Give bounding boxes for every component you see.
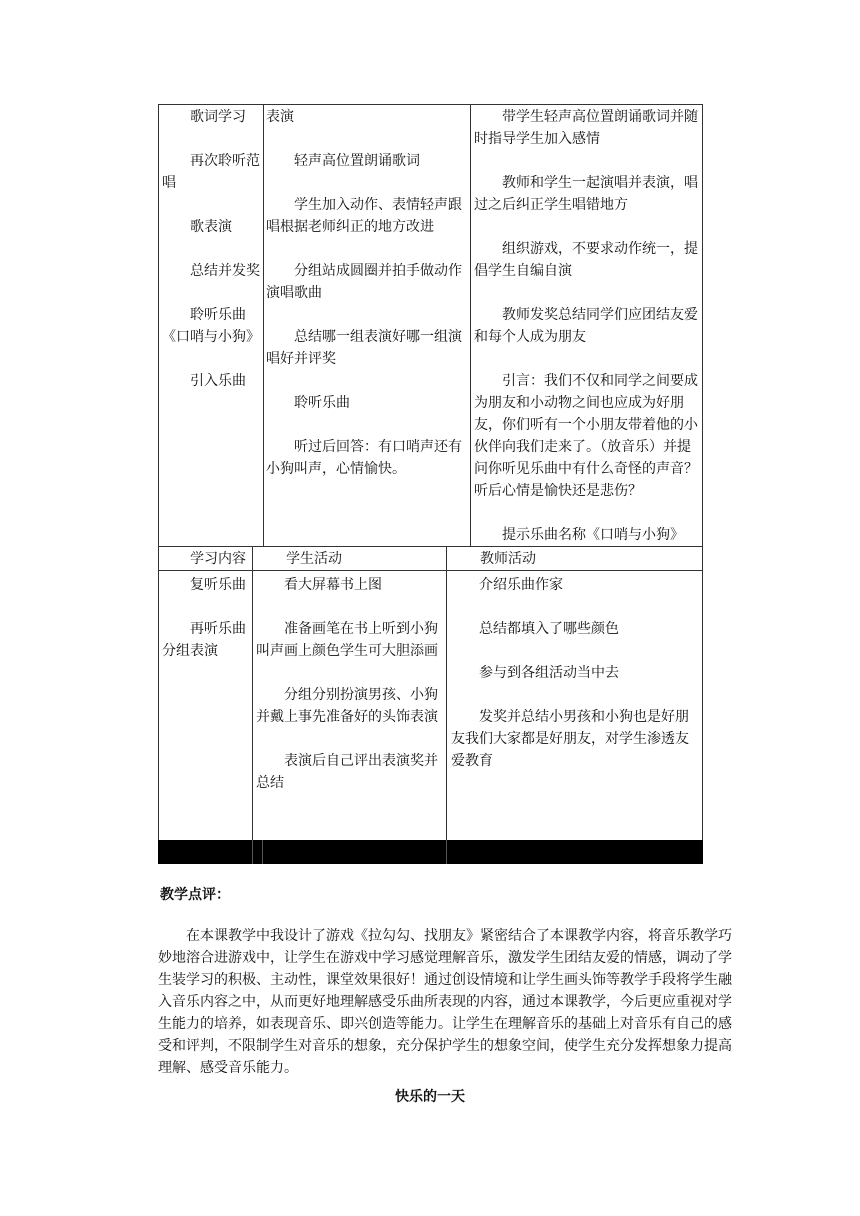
student-activity-text: 表演后自己评出表演奖并总结 [256,753,438,791]
bar-divider-3 [446,840,447,864]
lower-divider-1 [252,546,253,864]
step-text: 再听乐曲分组表演 [162,621,246,659]
bar-divider-1 [252,840,253,864]
review-paragraph: 在本课教学中我设计了游戏《拉勾勾、找朋友》紧密结合了本课教学内容，将音乐教学巧妙地溶合进游戏中，让学生在游戏中学习感觉理解音乐，激发学生团结友爱的情感，调动了学生装学习的积极、主动性，课堂效果很好！通过创设情境和让学生画头饰等教学手段将学生融入音乐内容之中，从而更好地理解感受乐曲所表现的内容，通过本课教学，今后更应重视对学生能力的培养，如表现音乐、即兴创造等能力。让学生在理解音乐的基础上对音乐有自己的感受和评判，不限制学生对音乐的想象，充分保护学生的想象空间，使学生充分发挥想象力提高理解、感受音乐能力。 [158,928,732,1076]
header-top-rule [158,546,703,547]
header-teacher-activity: 教师活动 [480,551,536,567]
review-heading: 教学点评： [160,887,230,903]
table-bottom-bar [158,840,703,864]
teacher-activity-text: 发奖并总结小男孩和小狗也是好朋友我们大家都是好朋友，对学生渗透友爱教育 [451,709,689,769]
lower-col-content-steps [162,574,248,662]
student-activity-text: 总结哪一组表演好哪一组演唱好并评奖 [266,329,462,367]
step-text: 聆听乐曲《口哨与小狗》 [162,307,260,345]
header-learning-content: 学习内容 [190,551,246,567]
next-lesson-title: 快乐的一天 [395,1089,465,1105]
student-activity-text: 看大屏幕书上图 [284,577,382,593]
header-student-activity: 学生活动 [286,551,342,567]
step-text: 引入乐曲 [190,373,246,389]
table-top-rule [158,104,703,105]
lower-divider-2 [446,546,447,864]
step-text: 复听乐曲 [190,577,246,593]
teacher-activity-text: 引言：我们不仅和同学之间要成为朋友和小动物之间也应成为好朋友，你们听有一个小朋友带着他的小伙伴向我们走来了。（放音乐）并提问你听见乐曲中有什么奇怪的声音？听后心情是愉快还是悲伤？ [474,373,698,499]
student-activity-text: 听过后回答：有口哨声还有小狗叫声，心情愉快。 [266,439,462,477]
student-activity-text: 分组站成圆圈并拍手做动作演唱歌曲 [266,263,462,301]
teacher-activity-text: 提示乐曲名称《口哨与小狗》 [502,527,684,543]
bar-divider-2 [262,840,263,864]
student-activity-text: 表演 [266,109,294,125]
teacher-activity-text: 总结都填入了哪些颜色 [479,621,619,637]
upper-col-teacher-activity [474,106,699,546]
student-activity-text: 聆听乐曲 [294,395,350,411]
teacher-activity-text: 组织游戏，不要求动作统一，提倡学生自编自演 [474,241,698,279]
teacher-activity-text: 教师和学生一起演唱并表演，唱过之后纠正学生唱错地方 [474,175,698,213]
step-text: 歌表演 [190,219,232,235]
student-activity-text: 准备画笔在书上听到小狗叫声画上颜色学生可大胆添画 [256,621,438,659]
step-text: 再次聆听范唱 [162,153,260,191]
teacher-activity-text: 介绍乐曲作家 [479,577,563,593]
upper-divider-1 [263,104,264,546]
step-text: 总结并发奖 [190,263,260,279]
student-activity-text: 分组分别扮演男孩、小狗并戴上事先准备好的头饰表演 [256,687,438,725]
lower-col-student-activity [256,574,443,794]
teacher-activity-text: 教师发奖总结同学们应团结友爱和每个人成为朋友 [474,307,698,345]
upper-col-content-steps [162,106,260,392]
upper-divider-2 [470,104,471,546]
teacher-activity-text: 参与到各组活动当中去 [479,665,619,681]
header-bottom-rule [158,570,703,571]
step-text: 歌词学习 [190,109,246,125]
student-activity-text: 学生加入动作、表情轻声跟唱根据老师纠正的地方改进 [266,197,462,235]
student-activity-text: 轻声高位置朗诵歌词 [294,153,420,169]
lower-col-teacher-activity [451,574,697,772]
upper-col-student-activity [266,106,466,480]
teacher-activity-text: 带学生轻声高位置朗诵歌词并随时指导学生加入感情 [474,109,698,147]
